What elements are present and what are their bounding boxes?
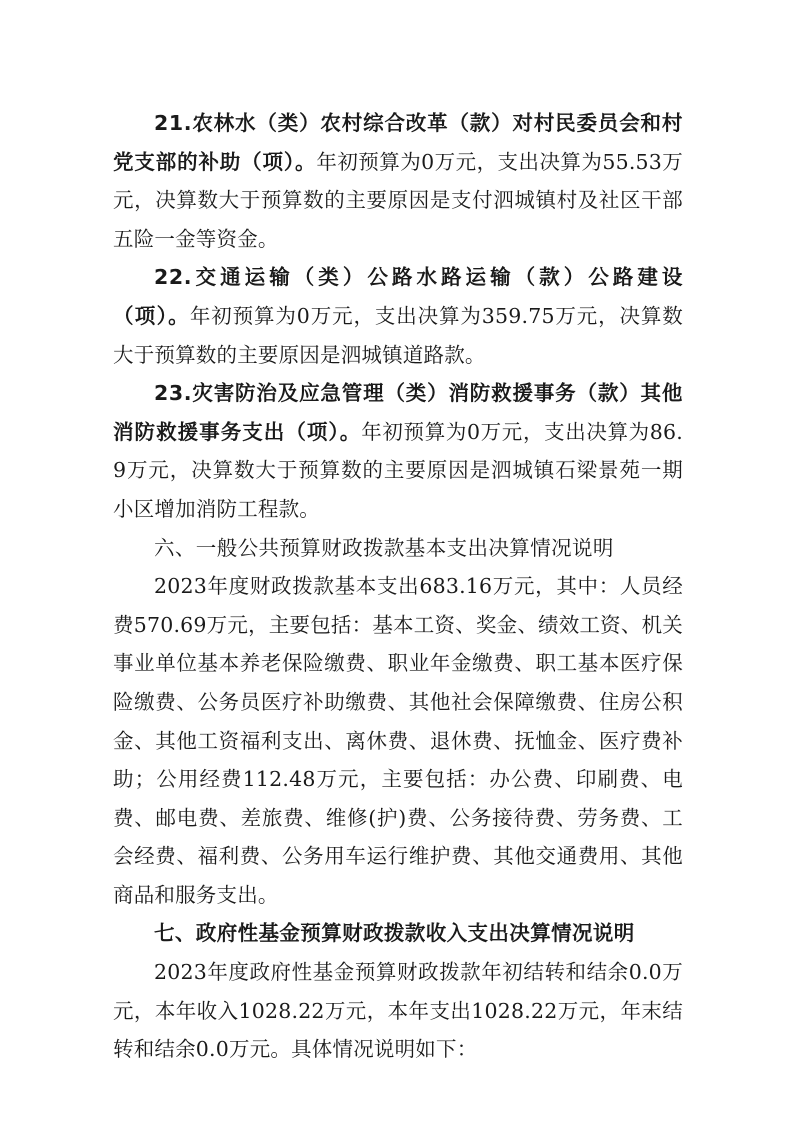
item-22-body: 年初预算为0万元，支出决算为359.75万元，决算数大于预算数的主要原因是泗城镇道路款。 [113, 303, 683, 367]
item-23-title: 23.灾害防治及应急管理（类）消防救援事务（款）其他消防救援事务支出（项）。 [113, 381, 683, 444]
section-7-heading: 七、政府性基金预算财政拨款收入支出决算情况说明 [154, 921, 635, 946]
item-23-body: 年初预算为0万元，支出决算为86.9万元，决算数大于预算数的主要原因是泗城镇石梁景苑一期小区增加消防工程款。 [113, 419, 684, 521]
item-22-title: 22.交通运输（类）公路水路运输（款）公路建设（项）。 [113, 265, 683, 328]
item-21-title: 21.农林水（类）农村综合改革（款）对村民委员会和村党支部的补助（项）。 [113, 111, 683, 174]
document-page [113, 104, 683, 1069]
item-21-body: 年初预算为0万元，支出决算为55.53万元，决算数大于预算数的主要原因是支付泗城镇村及社区干部五险一金等资金。 [113, 149, 683, 251]
section-6-heading: 六、一般公共预算财政拨款基本支出决算情况说明 [154, 535, 614, 560]
item-21-paragraph [113, 104, 683, 258]
section-7-body: 2023年度政府性基金预算财政拨款年初结转和结余0.0万元，本年收入1028.22万元，本年支出1028.22万元，年末结转和结余0.0万元。具体情况说明如下： [113, 960, 683, 1062]
item-22-paragraph [113, 258, 683, 374]
section-6-body: 2023年度财政拨款基本支出683.16万元，其中：人员经费570.69万元，主要包括：基本工资、奖金、绩效工资、机关事业单位基本养老保险缴费、职业年金缴费、职工基本医疗保险缴费、公务员医疗补助缴费、其他社会保障缴费、住房公积金、其他工资福利支出、离休费、退休费、抚恤金、医疗费补助；公用经费112.48万元，主要包括：办公费、印刷费、电费、邮电费、差旅费、维修(护)费、公务接待费、劳务费、工会经费、福利费、公务用车运行维护费、其他交通费用、其他商品和服务支出。 [113, 574, 683, 907]
item-23-paragraph [113, 374, 683, 528]
